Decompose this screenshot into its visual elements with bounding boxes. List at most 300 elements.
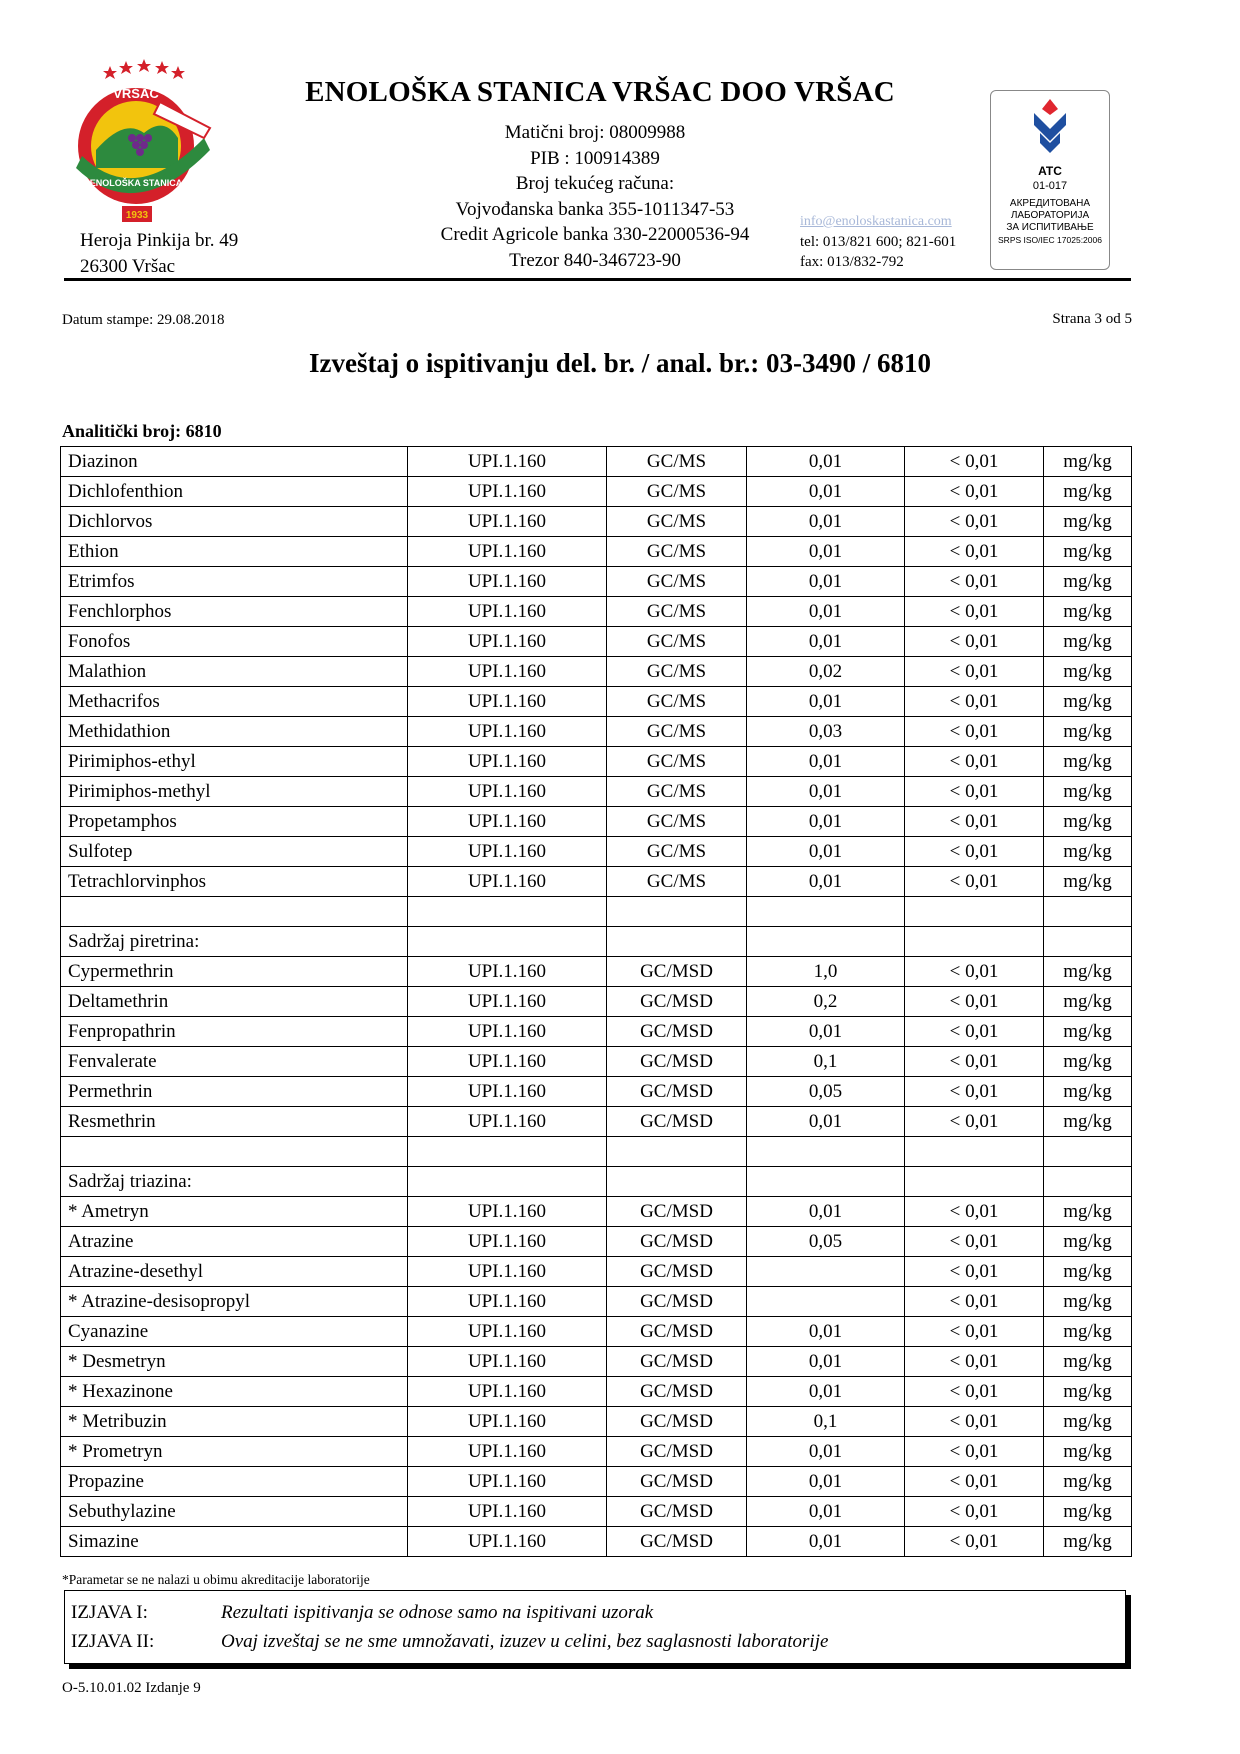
unit-cell: mg/kg (1044, 1047, 1132, 1077)
statements-box (64, 1590, 1126, 1664)
method-cell: UPI.1.160 (408, 507, 607, 537)
unit-cell: mg/kg (1044, 537, 1132, 567)
technique-cell: GC/MSD (607, 1257, 747, 1287)
email-link[interactable]: info@enoloskastanica.com (800, 214, 952, 229)
unit-cell (1044, 897, 1132, 927)
limit-cell (747, 1167, 905, 1197)
analyte-name-cell: Methidathion (61, 717, 408, 747)
analyte-name-cell: Ethion (61, 537, 408, 567)
analyte-name-cell: * Atrazine-desisopropyl (61, 1287, 408, 1317)
result-cell: < 0,01 (905, 1407, 1044, 1437)
unit-cell: mg/kg (1044, 1497, 1132, 1527)
technique-cell: GC/MS (607, 807, 747, 837)
method-cell: UPI.1.160 (408, 1377, 607, 1407)
table-row (61, 927, 1132, 957)
accreditation-text: ЛАБОРАТОРИЈА (1010, 210, 1090, 221)
method-cell: UPI.1.160 (408, 1407, 607, 1437)
unit-cell: mg/kg (1044, 807, 1132, 837)
table-row (61, 687, 1132, 717)
method-cell (408, 1137, 607, 1167)
analyte-name-cell: Tetrachlorvinphos (61, 867, 408, 897)
statement-1 (71, 1599, 653, 1627)
limit-cell: 0,01 (747, 1317, 905, 1347)
result-cell: < 0,01 (905, 1347, 1044, 1377)
table-row (61, 537, 1132, 567)
unit-cell (1044, 927, 1132, 957)
technique-cell: GC/MSD (607, 1197, 747, 1227)
result-cell: < 0,01 (905, 1197, 1044, 1227)
registration-line: Credit Agricole banka 330-22000536-94 (440, 224, 750, 245)
table-row (61, 987, 1132, 1017)
technique-cell: GC/MSD (607, 987, 747, 1017)
registration-line: Vojvođanska banka 355-1011347-53 (455, 198, 735, 220)
table-row (61, 1497, 1132, 1527)
table-row (61, 1287, 1132, 1317)
limit-cell: 0,01 (747, 1197, 905, 1227)
unit-cell: mg/kg (1044, 837, 1132, 867)
table-row (61, 747, 1132, 777)
unit-cell: mg/kg (1044, 1317, 1132, 1347)
unit-cell: mg/kg (1044, 867, 1132, 897)
result-cell: < 0,01 (905, 1497, 1044, 1527)
method-cell (408, 897, 607, 927)
analyte-name-cell: Malathion (61, 657, 408, 687)
limit-cell: 0,01 (747, 837, 905, 867)
limit-cell: 0,01 (747, 687, 905, 717)
limit-cell: 0,01 (747, 1017, 905, 1047)
unit-cell: mg/kg (1044, 477, 1132, 507)
analyte-name-cell: * Prometryn (61, 1437, 408, 1467)
result-cell: < 0,01 (905, 867, 1044, 897)
method-cell (408, 927, 607, 957)
unit-cell: mg/kg (1044, 1287, 1132, 1317)
unit-cell: mg/kg (1044, 1017, 1132, 1047)
technique-cell: GC/MSD (607, 1077, 747, 1107)
analyte-name-cell: * Metribuzin (61, 1407, 408, 1437)
table-row (61, 1227, 1132, 1257)
table-row (61, 1167, 1132, 1197)
accreditation-text: АКРЕДИТОВАНА (1009, 198, 1091, 209)
statement-1-label: IZJAVA I: (71, 1602, 148, 1623)
statement-1-text: Rezultati ispitivanja se odnose samo na ispitivani uzorak (221, 1602, 654, 1623)
result-cell (905, 927, 1044, 957)
limit-cell: 0,01 (747, 1467, 905, 1497)
method-cell: UPI.1.160 (408, 1197, 607, 1227)
technique-cell (607, 927, 747, 957)
result-cell: < 0,01 (905, 1257, 1044, 1287)
unit-cell: mg/kg (1044, 987, 1132, 1017)
limit-cell: 0,01 (747, 1437, 905, 1467)
registration-line: Broj tekućeg računa: (515, 173, 675, 194)
accreditation-number: 01-017 (1032, 180, 1068, 192)
accreditation-standard: SRPS ISO/IEC 17025:2006 (998, 235, 1102, 245)
limit-cell: 0,01 (747, 507, 905, 537)
technique-cell: GC/MSD (607, 1047, 747, 1077)
technique-cell (607, 1137, 747, 1167)
method-cell: UPI.1.160 (408, 447, 607, 477)
table-row (61, 657, 1132, 687)
report-title: Izveštaj o ispitivanju del. br. / anal. br.: 03-3490 / 6810 (308, 348, 932, 378)
technique-cell: GC/MS (607, 597, 747, 627)
technique-cell: GC/MSD (607, 1407, 747, 1437)
limit-cell: 0,01 (747, 537, 905, 567)
result-cell: < 0,01 (905, 777, 1044, 807)
technique-cell: GC/MSD (607, 1287, 747, 1317)
table-row (61, 897, 1132, 927)
table-row (61, 1137, 1132, 1167)
unit-cell: mg/kg (1044, 687, 1132, 717)
result-cell: < 0,01 (905, 1047, 1044, 1077)
analyte-name-cell (61, 897, 408, 927)
technique-cell: GC/MSD (607, 1017, 747, 1047)
registration-line: Matični broj: 08009988 (504, 122, 686, 143)
result-cell: < 0,01 (905, 1107, 1044, 1137)
method-cell: UPI.1.160 (408, 1527, 607, 1557)
method-cell: UPI.1.160 (408, 867, 607, 897)
result-cell: < 0,01 (905, 447, 1044, 477)
table-row (61, 1107, 1132, 1137)
unit-cell: mg/kg (1044, 1467, 1132, 1497)
limit-cell: 0,01 (747, 777, 905, 807)
limit-cell: 0,01 (747, 597, 905, 627)
table-row (61, 807, 1132, 837)
unit-cell: mg/kg (1044, 777, 1132, 807)
result-cell: < 0,01 (905, 1467, 1044, 1497)
limit-cell: 0,01 (747, 567, 905, 597)
method-cell: UPI.1.160 (408, 567, 607, 597)
table-row (61, 1527, 1132, 1557)
registration-line: PIB : 100914389 (530, 147, 660, 169)
result-cell: < 0,01 (905, 807, 1044, 837)
registration-line: Trezor 840-346723-90 (509, 249, 681, 271)
unit-cell (1044, 1137, 1132, 1167)
method-cell: UPI.1.160 (408, 1437, 607, 1467)
limit-cell: 0,1 (747, 1047, 905, 1077)
analyte-name-cell: Propazine (61, 1467, 408, 1497)
method-cell: UPI.1.160 (408, 687, 607, 717)
method-cell: UPI.1.160 (408, 1077, 607, 1107)
company-name: ENOLOŠKA STANICA VRŠAC DOO VRŠAC (305, 76, 895, 108)
accreditation-badge (990, 90, 1110, 270)
unit-cell: mg/kg (1044, 507, 1132, 537)
result-cell: < 0,01 (905, 837, 1044, 867)
table-row (61, 1317, 1132, 1347)
table-row (61, 447, 1132, 477)
technique-cell (607, 897, 747, 927)
result-cell: < 0,01 (905, 1317, 1044, 1347)
fax: fax: 013/832-792 (800, 254, 904, 270)
technique-cell: GC/MS (607, 657, 747, 687)
print-date: Datum stampe: 29.08.2018 (62, 312, 225, 328)
technique-cell: GC/MS (607, 477, 747, 507)
method-cell: UPI.1.160 (408, 987, 607, 1017)
analyte-name-cell: Pirimiphos-ethyl (61, 747, 408, 777)
analyte-name-cell: Fenchlorphos (61, 597, 408, 627)
accreditation-code: ATC (1038, 164, 1062, 178)
limit-cell (747, 1137, 905, 1167)
limit-cell: 0,1 (747, 1407, 905, 1437)
method-cell: UPI.1.160 (408, 537, 607, 567)
analyte-name-cell (61, 1137, 408, 1167)
statement-2 (71, 1628, 828, 1656)
result-cell: < 0,01 (905, 537, 1044, 567)
method-cell: UPI.1.160 (408, 837, 607, 867)
table-row (61, 1047, 1132, 1077)
contact-block (800, 212, 956, 272)
table-row (61, 867, 1132, 897)
enoloska-stanica-logo (74, 58, 214, 226)
table-row (61, 1197, 1132, 1227)
analyte-name-cell: Dichlorvos (61, 507, 408, 537)
unit-cell (1044, 1167, 1132, 1197)
technique-cell: GC/MS (607, 507, 747, 537)
limit-cell: 0,01 (747, 1527, 905, 1557)
result-cell: < 0,01 (905, 1527, 1044, 1557)
unit-cell: mg/kg (1044, 1227, 1132, 1257)
method-cell: UPI.1.160 (408, 627, 607, 657)
limit-cell: 0,01 (747, 867, 905, 897)
technique-cell: GC/MSD (607, 1317, 747, 1347)
analyte-name-cell: Etrimfos (61, 567, 408, 597)
limit-cell: 0,01 (747, 1107, 905, 1137)
company-address (80, 228, 238, 280)
table-row (61, 597, 1132, 627)
limit-cell: 0,01 (747, 747, 905, 777)
table-row (61, 1017, 1132, 1047)
analyte-name-cell: Cyanazine (61, 1317, 408, 1347)
logo-ribbon-text: ENOLOŠKA STANICA (89, 178, 183, 188)
result-cell: < 0,01 (905, 507, 1044, 537)
unit-cell: mg/kg (1044, 1407, 1132, 1437)
technique-cell: GC/MSD (607, 1437, 747, 1467)
results-table-body (61, 447, 1132, 1557)
analyte-name-cell: * Ametryn (61, 1197, 408, 1227)
technique-cell: GC/MSD (607, 1497, 747, 1527)
analyte-name-cell: Atrazine (61, 1227, 408, 1257)
method-cell (408, 1167, 607, 1197)
logo-top-text: VRŠAC (113, 86, 159, 101)
analyte-name-cell: Fenpropathrin (61, 1017, 408, 1047)
header-divider (64, 278, 1131, 281)
limit-cell: 1,0 (747, 957, 905, 987)
unit-cell: mg/kg (1044, 1437, 1132, 1467)
unit-cell: mg/kg (1044, 1107, 1132, 1137)
table-row (61, 777, 1132, 807)
analyte-name-cell: Methacrifos (61, 687, 408, 717)
technique-cell: GC/MS (607, 717, 747, 747)
method-cell: UPI.1.160 (408, 777, 607, 807)
method-cell: UPI.1.160 (408, 717, 607, 747)
method-cell: UPI.1.160 (408, 807, 607, 837)
accreditation-footnote: *Parametar se ne nalazi u obimu akreditacije laboratorije (62, 1572, 370, 1587)
table-row (61, 717, 1132, 747)
method-cell: UPI.1.160 (408, 1107, 607, 1137)
unit-cell: mg/kg (1044, 1377, 1132, 1407)
analyte-name-cell: Cypermethrin (61, 957, 408, 987)
limit-cell: 0,01 (747, 1347, 905, 1377)
method-cell: UPI.1.160 (408, 1347, 607, 1377)
method-cell: UPI.1.160 (408, 1227, 607, 1257)
technique-cell: GC/MSD (607, 1467, 747, 1497)
document-code: O-5.10.01.02 Izdanje 9 (62, 1680, 201, 1696)
unit-cell: mg/kg (1044, 627, 1132, 657)
method-cell: UPI.1.160 (408, 1287, 607, 1317)
result-cell: < 0,01 (905, 657, 1044, 687)
address-street: Heroja Pinkija br. 49 (80, 230, 239, 251)
limit-cell (747, 1257, 905, 1287)
technique-cell: GC/MS (607, 567, 747, 597)
analyte-name-cell: Propetamphos (61, 807, 408, 837)
analyte-name-cell: Fonofos (61, 627, 408, 657)
technique-cell: GC/MS (607, 627, 747, 657)
analyte-name-cell: Simazine (61, 1527, 408, 1557)
analyte-name-cell: Fenvalerate (61, 1047, 408, 1077)
limit-cell: 0,03 (747, 717, 905, 747)
results-table (60, 446, 1132, 1557)
technique-cell: GC/MSD (607, 957, 747, 987)
limit-cell (747, 1287, 905, 1317)
analyte-name-cell: Sadržaj piretrina: (61, 927, 408, 957)
unit-cell: mg/kg (1044, 717, 1132, 747)
analytic-number-label: Analitički broj: 6810 (62, 421, 222, 441)
statement-2-text: Ovaj izveštaj se ne sme umnožavati, izuzev u celini, bez saglasnosti laboratorije (221, 1631, 829, 1652)
registration-block (380, 120, 810, 273)
method-cell: UPI.1.160 (408, 747, 607, 777)
table-row (61, 627, 1132, 657)
method-cell: UPI.1.160 (408, 1017, 607, 1047)
method-cell: UPI.1.160 (408, 1047, 607, 1077)
method-cell: UPI.1.160 (408, 1317, 607, 1347)
unit-cell: mg/kg (1044, 567, 1132, 597)
result-cell: < 0,01 (905, 957, 1044, 987)
method-cell: UPI.1.160 (408, 1257, 607, 1287)
technique-cell: GC/MS (607, 687, 747, 717)
accreditation-mark-icon (1030, 99, 1070, 157)
limit-cell: 0,01 (747, 447, 905, 477)
table-row (61, 1407, 1132, 1437)
analyte-name-cell: * Hexazinone (61, 1377, 408, 1407)
technique-cell: GC/MSD (607, 1347, 747, 1377)
table-row (61, 567, 1132, 597)
result-cell: < 0,01 (905, 1077, 1044, 1107)
limit-cell: 0,02 (747, 657, 905, 687)
table-row (61, 1467, 1132, 1497)
analyte-name-cell: Atrazine-desethyl (61, 1257, 408, 1287)
page-number: Strana 3 od 5 (1052, 311, 1132, 327)
unit-cell: mg/kg (1044, 747, 1132, 777)
limit-cell (747, 897, 905, 927)
unit-cell: mg/kg (1044, 957, 1132, 987)
technique-cell: GC/MSD (607, 1527, 747, 1557)
table-row (61, 1077, 1132, 1107)
table-row (61, 957, 1132, 987)
limit-cell: 0,01 (747, 1497, 905, 1527)
table-row (61, 1377, 1132, 1407)
table-row (61, 1347, 1132, 1377)
unit-cell: mg/kg (1044, 657, 1132, 687)
limit-cell: 0,01 (747, 477, 905, 507)
result-cell: < 0,01 (905, 987, 1044, 1017)
unit-cell: mg/kg (1044, 1197, 1132, 1227)
address-city: 26300 Vršac (80, 256, 176, 277)
table-row (61, 1257, 1132, 1287)
analyte-name-cell: Permethrin (61, 1077, 408, 1107)
table-row (61, 1437, 1132, 1467)
result-cell: < 0,01 (905, 1377, 1044, 1407)
technique-cell: GC/MS (607, 447, 747, 477)
analyte-name-cell: Sebuthylazine (61, 1497, 408, 1527)
analyte-name-cell: Resmethrin (61, 1107, 408, 1137)
table-row (61, 477, 1132, 507)
table-row (61, 837, 1132, 867)
result-cell: < 0,01 (905, 567, 1044, 597)
method-cell: UPI.1.160 (408, 957, 607, 987)
analyte-name-cell: Sadržaj triazina: (61, 1167, 408, 1197)
unit-cell: mg/kg (1044, 1257, 1132, 1287)
technique-cell: GC/MS (607, 837, 747, 867)
technique-cell: GC/MS (607, 867, 747, 897)
method-cell: UPI.1.160 (408, 1467, 607, 1497)
result-cell (905, 1167, 1044, 1197)
result-cell: < 0,01 (905, 1437, 1044, 1467)
result-cell: < 0,01 (905, 1227, 1044, 1257)
statement-2-label: IZJAVA II: (71, 1631, 155, 1652)
method-cell: UPI.1.160 (408, 1497, 607, 1527)
result-cell (905, 897, 1044, 927)
technique-cell: GC/MS (607, 777, 747, 807)
technique-cell (607, 1167, 747, 1197)
unit-cell: mg/kg (1044, 1077, 1132, 1107)
telephone: tel: 013/821 600; 821-601 (800, 234, 957, 250)
result-cell: < 0,01 (905, 597, 1044, 627)
analyte-name-cell: Sulfotep (61, 837, 408, 867)
method-cell: UPI.1.160 (408, 657, 607, 687)
analyte-name-cell: Pirimiphos-methyl (61, 777, 408, 807)
limit-cell: 0,01 (747, 807, 905, 837)
limit-cell (747, 927, 905, 957)
unit-cell: mg/kg (1044, 597, 1132, 627)
limit-cell: 0,01 (747, 627, 905, 657)
limit-cell: 0,2 (747, 987, 905, 1017)
unit-cell: mg/kg (1044, 1347, 1132, 1377)
unit-cell: mg/kg (1044, 1527, 1132, 1557)
method-cell: UPI.1.160 (408, 477, 607, 507)
result-cell: < 0,01 (905, 477, 1044, 507)
result-cell (905, 1137, 1044, 1167)
analyte-name-cell: Dichlofenthion (61, 477, 408, 507)
result-cell: < 0,01 (905, 627, 1044, 657)
analyte-name-cell: Deltamethrin (61, 987, 408, 1017)
result-cell: < 0,01 (905, 1287, 1044, 1317)
result-cell: < 0,01 (905, 717, 1044, 747)
result-cell: < 0,01 (905, 1017, 1044, 1047)
limit-cell: 0,05 (747, 1077, 905, 1107)
limit-cell: 0,01 (747, 1377, 905, 1407)
result-cell: < 0,01 (905, 687, 1044, 717)
technique-cell: GC/MS (607, 537, 747, 567)
analyte-name-cell: Diazinon (61, 447, 408, 477)
technique-cell: GC/MS (607, 747, 747, 777)
technique-cell: GC/MSD (607, 1107, 747, 1137)
result-cell: < 0,01 (905, 747, 1044, 777)
method-cell: UPI.1.160 (408, 597, 607, 627)
logo-year: 1933 (125, 210, 149, 221)
technique-cell: GC/MSD (607, 1377, 747, 1407)
limit-cell: 0,05 (747, 1227, 905, 1257)
technique-cell: GC/MSD (607, 1227, 747, 1257)
unit-cell: mg/kg (1044, 447, 1132, 477)
analyte-name-cell: * Desmetryn (61, 1347, 408, 1377)
